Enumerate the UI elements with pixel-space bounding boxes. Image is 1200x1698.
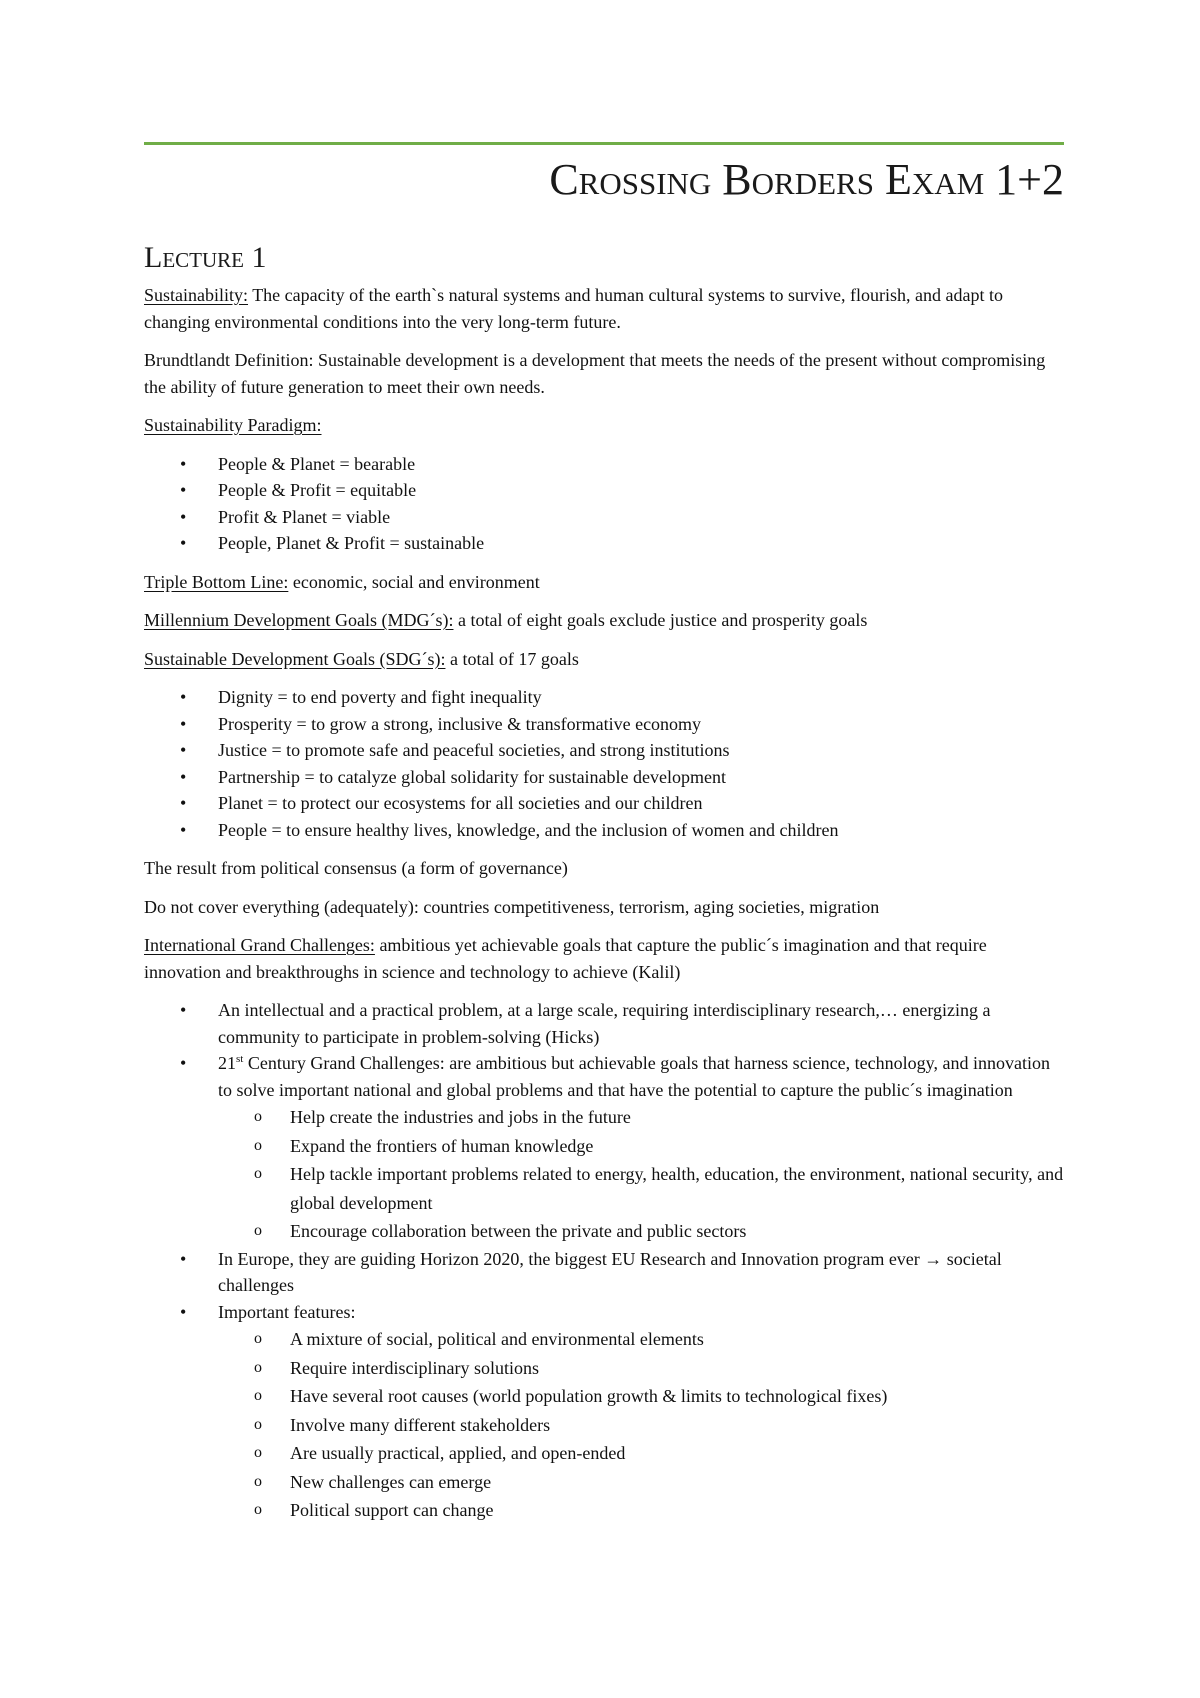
igc-paragraph: [144, 932, 1064, 985]
list-item: • Justice = to promote safe and peaceful societies, and strong institutions: [144, 737, 1064, 764]
sdg-paragraph: [144, 646, 1064, 673]
title-rule: [144, 142, 1064, 145]
arrow-right-icon: →: [924, 1248, 943, 1269]
paradigm-heading: [144, 412, 1064, 439]
century-number: 21: [218, 1053, 236, 1073]
list-item: • Dignity = to end poverty and fight inequality: [144, 684, 1064, 711]
sustainability-term: Sustainability:: [144, 285, 249, 305]
igc-list: [144, 997, 1064, 1525]
century-text: Century Grand Challenges: are ambitious but achievable goals that harness science, technology, and innovation to solve important national and global problems and that have the potential to capture the public´s imagination: [218, 1053, 1050, 1100]
list-item: [144, 1050, 1064, 1246]
list-item: • Prosperity = to grow a strong, inclusive & transformative economy: [144, 711, 1064, 738]
igc-text: ambitious yet achievable goals that capture the public´s imagination and that require innovation and breakthroughs in science and technology to achieve (Kalil): [144, 935, 987, 982]
sublist-item: o Involve many different stakeholders: [218, 1411, 1064, 1440]
sdg-list: [144, 684, 1064, 843]
tbl-term: Triple Bottom Line:: [144, 571, 289, 592]
sdg-term: Sustainable Development Goals (SDG´s):: [144, 648, 446, 669]
sublist-item: o Political support can change: [218, 1496, 1064, 1525]
century-sublist: [218, 1103, 1064, 1246]
list-item: [144, 1299, 1064, 1525]
list-item: • People & Profit = equitable: [144, 477, 1064, 504]
century-suffix: st: [236, 1053, 244, 1065]
sublist-item: o Expand the frontiers of human knowledge: [218, 1132, 1064, 1161]
horizon-text: In Europe, they are guiding Horizon 2020, the biggest EU Research and Innovation program ever: [218, 1248, 925, 1269]
document-body: [144, 238, 1064, 1537]
paradigm-list: [144, 451, 1064, 557]
sublist-item: o New challenges can emerge: [218, 1468, 1064, 1497]
mdg-term: Millennium Development Goals (MDG´s):: [144, 610, 454, 630]
sublist-item: o Require interdisciplinary solutions: [218, 1354, 1064, 1383]
sustainability-paragraph: [144, 282, 1064, 335]
list-item: • Planet = to protect our ecosystems for all societies and our children: [144, 790, 1064, 817]
sublist-item: o Encourage collaboration between the private and public sectors: [218, 1217, 1064, 1246]
mdg-paragraph: [144, 607, 1064, 634]
sublist-item: o Are usually practical, applied, and open-ended: [218, 1439, 1064, 1468]
list-item: [144, 1246, 1064, 1299]
lecture-heading: Lecture 1: [144, 241, 267, 274]
paradigm-term: Sustainability Paradigm:: [144, 415, 322, 435]
list-item: • Partnership = to catalyze global solidarity for sustainable development: [144, 764, 1064, 791]
sublist-item: o A mixture of social, political and environmental elements: [218, 1325, 1064, 1354]
list-item: • People, Planet & Profit = sustainable: [144, 530, 1064, 557]
list-item: • An intellectual and a practical problem, at a large scale, requiring interdisciplinary research,… energizing a community to participate in problem-solving (Hicks): [144, 997, 1064, 1050]
sublist-item: o Help tackle important problems related to energy, health, education, the environment, national security, and global development: [218, 1160, 1064, 1217]
tbl-paragraph: [144, 569, 1064, 596]
features-sublist: [218, 1325, 1064, 1525]
horizon-tail: societal challenges: [218, 1248, 1002, 1295]
list-item: • People = to ensure healthy lives, knowledge, and the inclusion of women and children: [144, 817, 1064, 844]
list-item: • People & Planet = bearable: [144, 451, 1064, 478]
sdg-text: a total of 17 goals: [445, 648, 579, 669]
consensus-paragraph: The result from political consensus (a form of governance): [144, 858, 568, 878]
mdg-text: a total of eight goals exclude justice and prosperity goals: [453, 610, 868, 630]
sublist-item: o Have several root causes (world population growth & limits to technological fixes): [218, 1382, 1064, 1411]
document-title: Crossing Borders Exam 1+2: [549, 155, 1064, 204]
list-item: • Profit & Planet = viable: [144, 504, 1064, 531]
brundtlandt-paragraph: Brundtlandt Definition: Sustainable development is a development that meets the needs of the present without compromising the ability of future generation to meet their own needs.: [144, 350, 1046, 397]
igc-term: International Grand Challenges:: [144, 935, 375, 955]
sustainability-text: The capacity of the earth`s natural systems and human cultural systems to survive, flourish, and adapt to changing environmental conditions into the very long-term future.: [144, 285, 1003, 332]
sublist-item: o Help create the industries and jobs in the future: [218, 1103, 1064, 1132]
tbl-text: economic, social and environment: [288, 571, 540, 592]
not-cover-paragraph: Do not cover everything (adequately): countries competitiveness, terrorism, aging societies, migration: [144, 896, 880, 917]
features-label: Important features:: [218, 1301, 356, 1322]
